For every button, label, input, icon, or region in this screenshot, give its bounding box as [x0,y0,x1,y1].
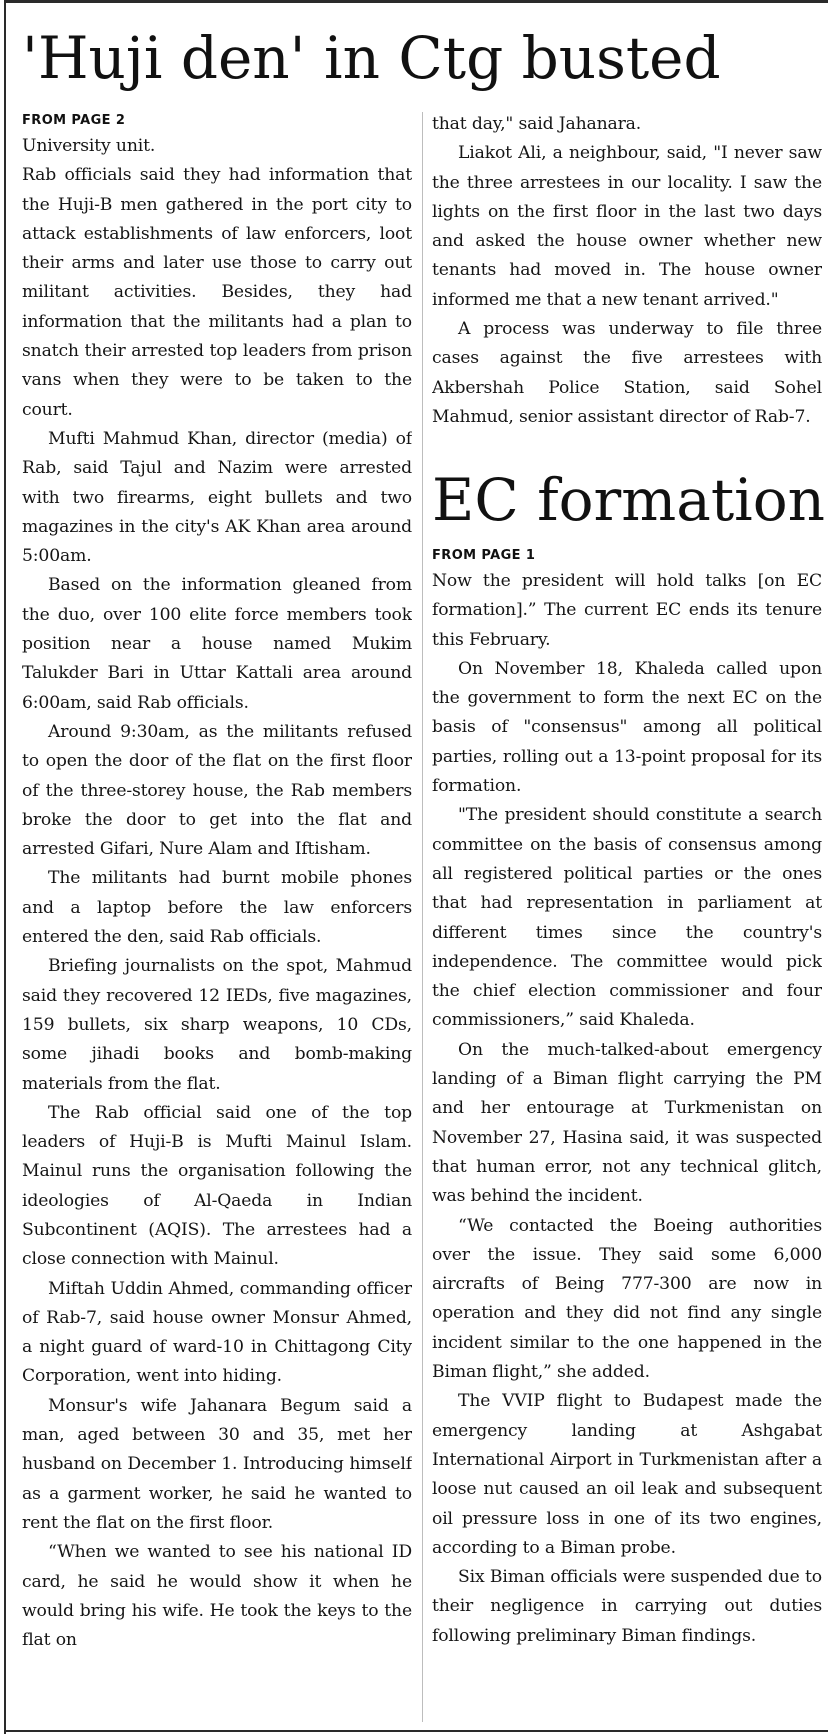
top-border-rule [4,0,828,3]
story-huji-paragraph: Monsur's wife Jahanara Begum said a man, aged between 30 and 35, met her husband on December 1. Introducing himself as a garment worker, he said he wanted to rent the flat on the first floor. [22,1395,412,1533]
story-ec-headline: EC formation [432,466,825,534]
story-ec-paragraph: "The president should constitute a search committee on the basis of consensus among all registered political parties or the ones that had representation in parliament at different times since the country's independence. The committee would pick the chief election commissioner and four commissioners,” said Khaleda. [432,805,822,1031]
column-divider [422,112,423,1722]
story-huji-paragraph: Mufti Mahmud Khan, director (media) of Rab, said Tajul and Nazim were arrested with two firearms, eight bullets and two magazines in the city's AK Khan area around 5:00am. [22,428,412,567]
story-huji-paragraph: Around 9:30am, as the militants refused to open the door of the flat on the first floor of the three-storey house, the Rab members broke the door to get into the flat and arrested Gifari, Nure Alam and Iftisham. [22,721,412,860]
story-huji-paragraph: The militants had burnt mobile phones and a laptop before the law enforcers entered the den, said Rab officials. [22,868,412,948]
story-huji-paragraph: “When we wanted to see his national ID card, he said he would show it when he would bring his wife. He took the keys to the flat on [22,1542,412,1651]
story-huji-paragraph: The Rab official said one of the top leaders of Huji-B is Mufti Mainul Islam. Mainul runs the organisation following the ideologies of Al-Qaeda in Indian Subcontinent (AQIS). The arrestees had a close connection with Mainul. [22,1102,412,1270]
story-huji-column-2 [432,110,822,455]
story-ec-paragraph: On the much-talked-about emergency landing of a Biman flight carrying the PM and her entourage at Turkmenistan on November 27, Hasina said, it was suspected that human error, not any technical glitch, was behind the incident. [432,1039,822,1207]
story-huji-paragraph: Briefing journalists on the spot, Mahmud said they recovered 12 IEDs, five magazines, 159 bullets, six sharp weapons, 10 CDs, some jihadi books and bomb-making materials from the flat. [22,956,412,1094]
story-huji-continued-paragraph: A process was underway to file three cases against the five arrestees with Akbershah Police Station, said Sohel Mahmud, senior assistant director of Rab-7. [432,319,822,427]
left-border-rule [4,0,6,1734]
story-ec-paragraph: The VVIP flight to Budapest made the emergency landing at Ashgabat International Airport in Turkmenistan after a loose nut caused an oil leak and subsequent oil pressure loss in one of its two engines, according to a Biman probe. [432,1391,822,1558]
story-ec-column [432,545,822,1726]
story-huji-headline: 'Huji den' in Ctg busted [22,24,721,92]
story-ec-jump-label: FROM PAGE 1 [432,548,536,563]
story-huji-paragraph: Rab officials said they had information that the Huji-B men gathered in the port city to attack establishments of law enforcers, loot their arms and later use those to carry out militant activities. Besides, they had information that the militants had a plan to snatch their arrested top leaders from prison vans when they were to be taken to the court. [22,165,412,420]
story-ec-paragraph: “We contacted the Boeing authorities over the issue. They said some 6,000 aircrafts of Being 777-300 are now in operation and they did not find any single incident similar to the one happened in the Biman flight,” she added. [432,1215,822,1383]
story-huji-paragraph: Miftah Uddin Ahmed, commanding officer of Rab-7, said house owner Monsur Ahmed, a night guard of ward-10 in Chittagong City Corporation, went into hiding. [22,1278,412,1387]
story-huji-paragraph: University unit. [22,136,156,156]
story-ec-paragraph: Now the president will hold talks [on EC formation].” The current EC ends its tenure this February. [432,571,822,650]
story-ec-paragraph: Six Biman officials were suspended due to their negligence in carrying out duties following preliminary Biman findings. [432,1567,822,1646]
story-ec-paragraph: On November 18, Khaleda called upon the government to form the next EC on the basis of "consensus" among all political parties, rolling out a 13-point proposal for its formation. [432,658,822,797]
story-huji-column-1 [22,110,412,1726]
story-huji-paragraph: Based on the information gleaned from the duo, over 100 elite force members took position near a house named Mukim Talukder Bari in Uttar Kattali area around 6:00am, said Rab officials. [22,575,412,713]
story-huji-continued-paragraph: Liakot Ali, a neighbour, said, "I never saw the three arrestees in our locality. I saw the lights on the first floor in the last two days and asked the house owner whether new tenants had moved in. The house owner informed me that a new tenant arrived." [432,143,822,310]
story-huji-continued-paragraph: that day," said Jahanara. [432,114,642,134]
bottom-border-rule [4,1730,828,1732]
story-huji-jump-label: FROM PAGE 2 [22,113,126,128]
